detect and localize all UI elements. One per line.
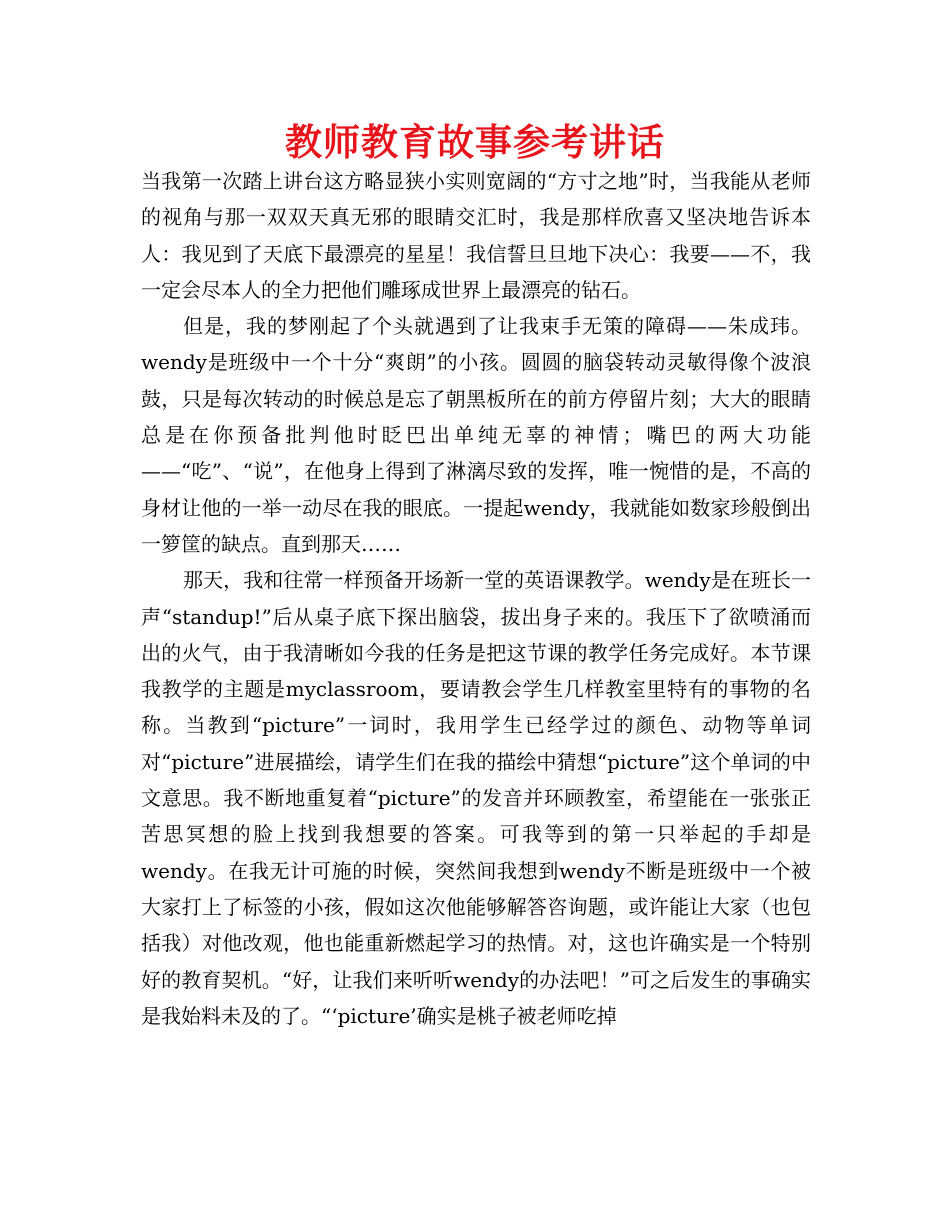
document-title: 教师教育故事参考讲话 bbox=[285, 121, 665, 164]
paragraph-2: 但是，我的梦刚起了个头就遇到了让我束手无策的障碍——朱成玮。wendy是班级中一个十分“爽朗”的小孩。圆圆的脑袋转动灵敏得像个波浪鼓，只是每次转动的时候总是忘了朝黑板所在的前方停留片刻；大大的眼睛总是在你预备批判他时眨巴出单纯无辜的神情；嘴巴的两大功能——“吃”、“说”，在他身上得到了淋漓尽致的发挥，唯一惋惜的是，不高的身材让他的一举一动尽在我的眼底。一提起wendy，我就能如数家珍般倒出一箩筐的缺点。直到那天…… bbox=[141, 314, 811, 556]
document-body bbox=[141, 163, 811, 1034]
paragraph-3: 那天，我和往常一样预备开场新一堂的英语课教学。wendy是在班长一声“standup!”后从桌子底下探出脑袋，拔出身子来的。我压下了欲喷涌而出的火气，由于我清晰如今我的任务是把这节课的教学任务完成好。本节课我教学的主题是myclassroom，要请教会学生几样教室里特有的事物的名称。当教到“picture”一词时，我用学生已经学过的颜色、动物等单词对“picture”进展描绘，请学生们在我的描绘中猜想“picture”这个单词的中文意思。我不断地重复着“picture”的发音并环顾教室，希望能在一张张正苦思冥想的脸上找到我想要的答案。可我等到的第一只举起的手却是wendy。在我无计可施的时候，突然间我想到wendy不断是班级中一个被大家打上了标签的小孩，假如这次他能够解答咨询题，或许能让大家（也包括我）对他改观，他也能重新燃起学习的热情。对，这也许确实是一个特别好的教育契机。“好，让我们来听听wendy的办法吧！”可之后发生的事确实是我始料未及的了。“‘picture’确实是桃子被老师吃掉 bbox=[141, 568, 811, 1028]
paragraph-1: 当我第一次踏上讲台这方略显狭小实则宽阔的“方寸之地”时，当我能从老师的视角与那一双双天真无邪的眼睛交汇时，我是那样欣喜又坚决地告诉本人：我见到了天底下最漂亮的星星！我信誓旦旦地下决心：我要——不，我一定会尽本人的全力把他们雕琢成世界上最漂亮的钻石。 bbox=[141, 169, 811, 302]
